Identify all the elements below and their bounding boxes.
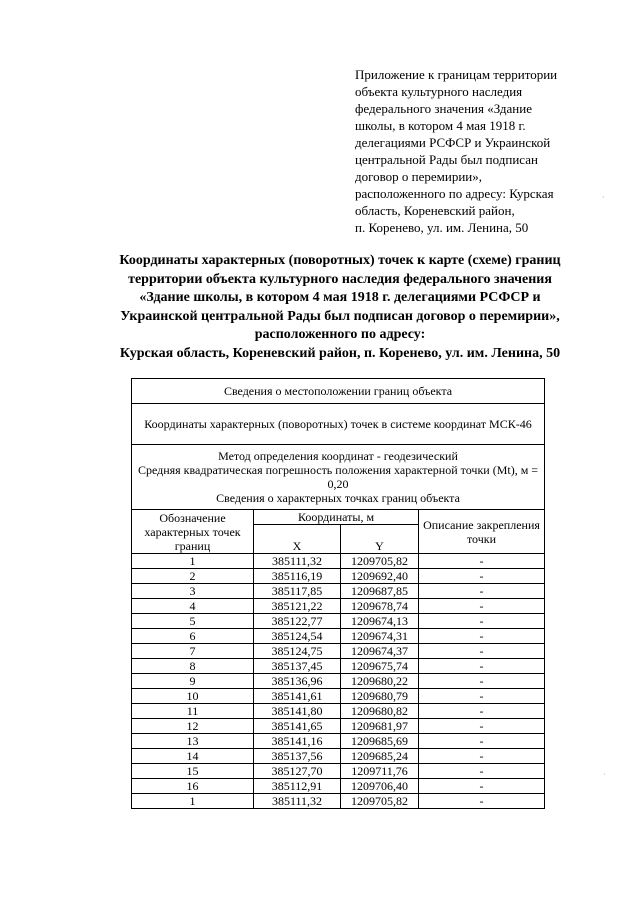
coord-y: 1209705,82 [341, 554, 419, 569]
coord-y: 1209675,74 [341, 659, 419, 674]
coord-y: 1209674,13 [341, 614, 419, 629]
table-row [132, 704, 545, 719]
point-number: 9 [132, 674, 254, 689]
table-row [132, 689, 545, 704]
appendix-line: расположенного по адресу: Курская [355, 186, 554, 201]
point-description: - [419, 734, 545, 749]
coord-y: 1209681,97 [341, 719, 419, 734]
coord-x: 385137,56 [254, 749, 341, 764]
coordinates-header: Координаты, м [254, 510, 419, 525]
point-number: 1 [132, 794, 254, 809]
coord-x: 385116,19 [254, 569, 341, 584]
point-number: 2 [132, 569, 254, 584]
table-row [132, 599, 545, 614]
title-line: Координаты характерных (поворотных) точек к карте (схеме) границ [119, 253, 561, 268]
coord-y: 1209680,79 [341, 689, 419, 704]
title-line: Украинской центральной Рады был подписан договор о перемирии», [120, 308, 560, 324]
coord-x: 385127,70 [254, 764, 341, 779]
method-info [132, 445, 545, 510]
point-number: 12 [132, 719, 254, 734]
scan-speck: · [603, 770, 606, 779]
point-description: - [419, 764, 545, 779]
appendix-line: делегациями РСФСР и Украинской [355, 135, 551, 150]
coord-y: 1209706,40 [341, 779, 419, 794]
table-row [132, 629, 545, 644]
point-description: - [419, 569, 545, 584]
coord-x: 385111,32 [254, 794, 341, 809]
coord-y: 1209692,40 [341, 569, 419, 584]
point-number: 16 [132, 779, 254, 794]
coord-y: 1209674,37 [341, 644, 419, 659]
coord-x: 385141,61 [254, 689, 341, 704]
point-description: - [419, 689, 545, 704]
table-row [132, 644, 545, 659]
table-row [132, 584, 545, 599]
appendix-line: центральной Рады был подписан [355, 152, 538, 167]
point-description: - [419, 794, 545, 809]
point-number: 11 [132, 704, 254, 719]
coord-x: 385124,75 [254, 644, 341, 659]
coord-y: 1209678,74 [341, 599, 419, 614]
point-number: 13 [132, 734, 254, 749]
point-number: 15 [132, 764, 254, 779]
table-row [132, 794, 545, 809]
table-row [132, 734, 545, 749]
table-row [132, 674, 545, 689]
appendix-note [355, 66, 595, 236]
title-line: Курская область, Кореневский район, п. Коренево, ул. им. Ленина, 50 [119, 345, 561, 361]
appendix-line: объекта культурного наследия [355, 84, 523, 99]
description-header: Описание закрепления точки [419, 510, 545, 554]
designation-header: Обозначение характерных точек границ [132, 510, 254, 554]
section-title: Сведения о местоположении границ объекта [132, 379, 545, 404]
point-description: - [419, 614, 545, 629]
coord-x: 385141,80 [254, 704, 341, 719]
point-description: - [419, 749, 545, 764]
appendix-line: Приложение к границам территории [355, 67, 558, 82]
coord-y: 1209685,69 [341, 734, 419, 749]
table-row [132, 749, 545, 764]
coord-x: 385136,96 [254, 674, 341, 689]
coord-y: 1209705,82 [341, 794, 419, 809]
coord-x: 385122,77 [254, 614, 341, 629]
point-description: - [419, 644, 545, 659]
coord-x: 385137,45 [254, 659, 341, 674]
table-row [132, 614, 545, 629]
coord-x: 385112,91 [254, 779, 341, 794]
point-description: - [419, 779, 545, 794]
y-header: Y [341, 525, 419, 554]
coord-y: 1209674,31 [341, 629, 419, 644]
method-line: Средняя квадратическая погрешность положения характерной точки (Mt), м = 0,20 [137, 463, 539, 491]
coord-y: 1209711,76 [341, 764, 419, 779]
appendix-line: п. Коренево, ул. им. Ленина, 50 [355, 220, 529, 235]
point-number: 1 [132, 554, 254, 569]
coord-x: 385141,16 [254, 734, 341, 749]
coord-y: 1209685,24 [341, 749, 419, 764]
appendix-line: федерального значения «Здание [355, 101, 532, 116]
method-line: Сведения о характерных точках границ объекта [216, 491, 460, 505]
x-header: X [254, 525, 341, 554]
title-line: расположенного по адресу: [254, 327, 426, 342]
point-description: - [419, 719, 545, 734]
table-row [132, 719, 545, 734]
point-number: 14 [132, 749, 254, 764]
table-row [132, 659, 545, 674]
coord-x: 385121,22 [254, 599, 341, 614]
point-number: 6 [132, 629, 254, 644]
title-line: «Здание школы, в котором 4 мая 1918 г. делегациями РСФСР и [139, 290, 541, 305]
title-line: территории объекта культурного наследия федерального значения [128, 271, 552, 287]
point-description: - [419, 599, 545, 614]
point-description: - [419, 584, 545, 599]
point-description: - [419, 554, 545, 569]
point-description: - [419, 704, 545, 719]
document-title [80, 252, 600, 363]
appendix-line: школы, в котором 4 мая 1918 г. [355, 118, 526, 133]
coord-x: 385141,65 [254, 719, 341, 734]
table-row [132, 554, 545, 569]
appendix-line: область, Кореневский район, [355, 203, 515, 218]
coord-x: 385117,85 [254, 584, 341, 599]
point-number: 8 [132, 659, 254, 674]
coordinate-system: Координаты характерных (поворотных) точек в системе координат МСК-46 [132, 404, 545, 445]
coord-x: 385124,54 [254, 629, 341, 644]
table-row [132, 569, 545, 584]
coord-y: 1209680,82 [341, 704, 419, 719]
point-number: 3 [132, 584, 254, 599]
coord-y: 1209680,22 [341, 674, 419, 689]
coordinates-table [131, 378, 545, 809]
point-description: - [419, 629, 545, 644]
method-line: Метод определения координат - геодезический [218, 449, 458, 463]
point-description: - [419, 659, 545, 674]
appendix-line: договор о перемирии», [355, 169, 483, 184]
point-number: 5 [132, 614, 254, 629]
table-row [132, 764, 545, 779]
coord-y: 1209687,85 [341, 584, 419, 599]
coord-x: 385111,32 [254, 554, 341, 569]
scan-speck: · [602, 193, 605, 202]
point-number: 10 [132, 689, 254, 704]
point-number: 7 [132, 644, 254, 659]
point-description: - [419, 674, 545, 689]
table-row [132, 779, 545, 794]
point-number: 4 [132, 599, 254, 614]
